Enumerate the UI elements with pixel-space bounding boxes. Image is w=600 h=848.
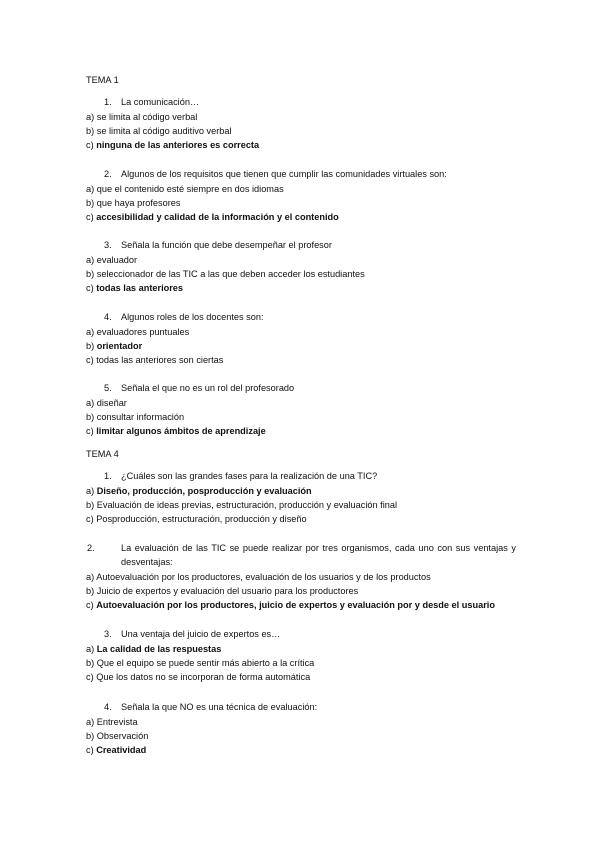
answer-option: a) diseñar [86, 398, 127, 408]
answer-option: c) todas las anteriores son ciertas [86, 355, 224, 365]
question-heading: 3. Una ventaja del juicio de expertos es… [104, 629, 281, 639]
answer-option-correct: c) Autoevaluación por los productores, juicio de expertos y evaluación por y desde el usuario [86, 600, 495, 610]
question-block [86, 310, 516, 367]
answer-option-correct: c) ninguna de las anteriores es correcta [86, 140, 260, 150]
answer-option: a) que el contenido esté siempre en dos idiomas [86, 184, 284, 194]
answer-option-correct: c) todas las anteriores [86, 283, 184, 293]
question-block [86, 541, 516, 612]
answer-option: a) Entrevista [86, 717, 138, 727]
question-heading: 3. Señala la función que debe desempeñar el profesor [104, 240, 332, 250]
answer-option-correct: c) limitar algunos ámbitos de aprendizaje [86, 426, 266, 436]
question-block [86, 381, 516, 438]
question-block [86, 167, 516, 224]
answer-option: b) se limita al código auditivo verbal [86, 126, 232, 136]
question-heading: 5. Señala el que no es un rol del profesorado [104, 383, 295, 393]
question-heading: 1. La comunicación… [104, 97, 200, 107]
question-heading: 1. ¿Cuáles son las grandes fases para la realización de una TIC? [104, 471, 378, 481]
question-heading: 2. Algunos de los requisitos que tienen que cumplir las comunidades virtuales son: [104, 169, 447, 179]
answer-option-correct: a) La calidad de las respuestas [86, 644, 222, 654]
answer-option: c) Que los datos no se incorporan de forma automática [86, 672, 311, 682]
answer-option-correct: b) orientador [86, 341, 143, 351]
answer-option: a) se limita al código verbal [86, 112, 198, 122]
answer-option: b) seleccionador de las TIC a las que deben acceder los estudiantes [86, 269, 365, 279]
answer-option-correct: a) Diseño, producción, posproducción y evaluación [86, 486, 312, 496]
answer-option: a) evaluador [86, 255, 138, 265]
answer-option: b) consultar información [86, 412, 185, 422]
answer-option: b) Evaluación de ideas previas, estructuración, producción y evaluación final [86, 500, 398, 510]
answer-option: c) Posproducción, estructuración, producción y diseño [86, 514, 307, 524]
question-heading: 2. La evaluación de las TIC se puede realizar por tres organismos, cada uno con sus ventajas y desventajas: [87, 543, 516, 567]
answer-option: b) que haya profesores [86, 198, 181, 208]
answer-option-correct: c) accesibilidad y calidad de la información y el contenido [86, 212, 339, 222]
question-block [86, 627, 516, 684]
question-heading: 4. Señala la que NO es una técnica de evaluación: [104, 702, 318, 712]
answer-option-correct: c) Creatividad [86, 745, 147, 755]
question-block [86, 95, 516, 152]
answer-option: b) Que el equipo se puede sentir más abierto a la crítica [86, 658, 315, 668]
question-block [86, 700, 516, 757]
answer-option: a) Autoevaluación por los productores, evaluación de los usuarios y de los productos [86, 572, 431, 582]
answer-option: b) Observación [86, 731, 149, 741]
section-title: TEMA 1 [86, 75, 119, 85]
question-heading: 4. Algunos roles de los docentes son: [104, 312, 264, 322]
question-block [86, 469, 516, 526]
answer-option: a) evaluadores puntuales [86, 327, 190, 337]
answer-option: b) Juicio de expertos y evaluación del usuario para los productores [86, 586, 359, 596]
question-block [86, 238, 516, 295]
section-title: TEMA 4 [86, 449, 119, 459]
